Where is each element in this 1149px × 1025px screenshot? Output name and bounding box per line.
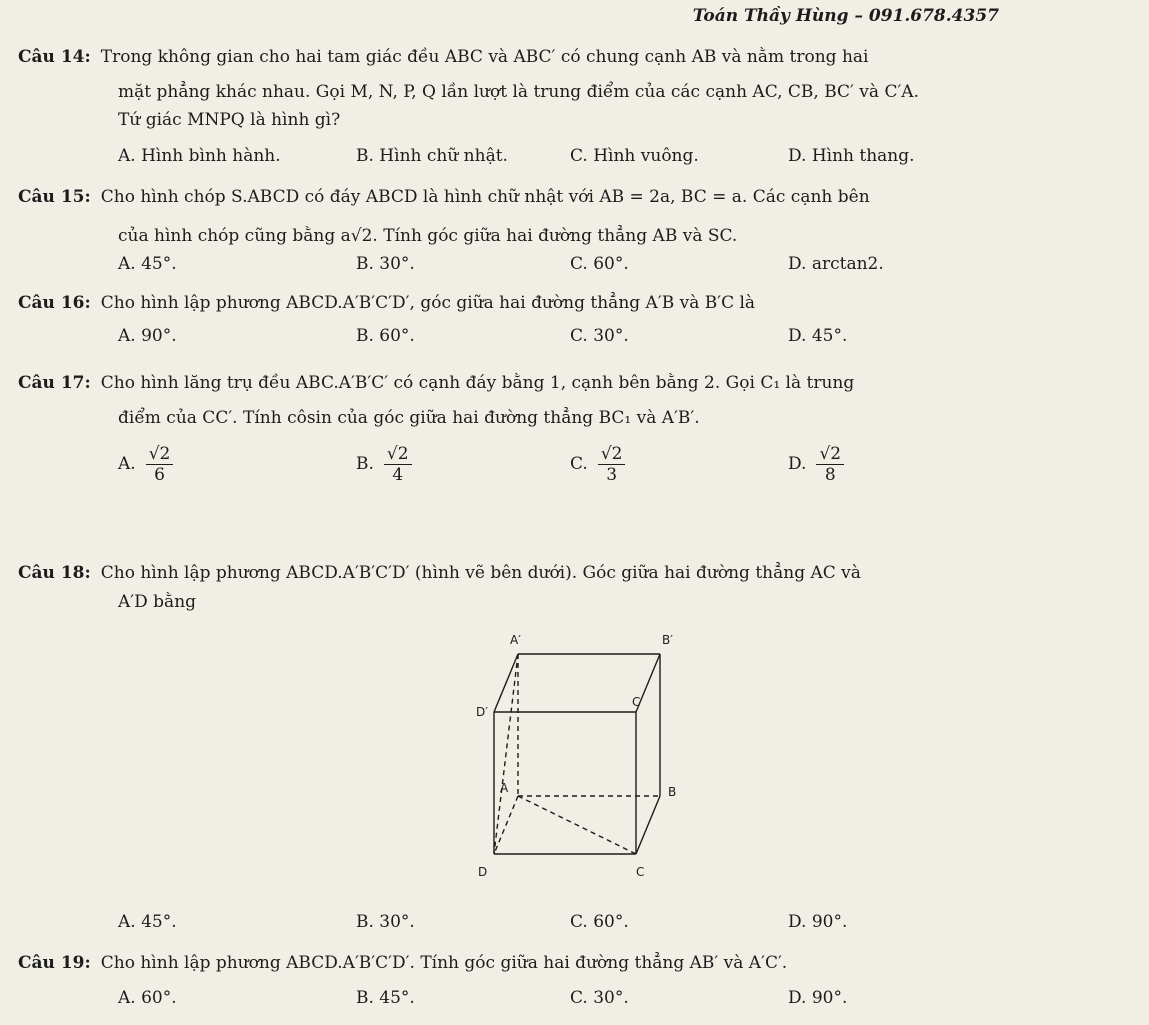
question-16 xyxy=(18,290,755,316)
numerator: √2 xyxy=(816,444,844,465)
option-c[interactable]: C. 30°. xyxy=(570,988,629,1008)
question-number: Câu 14: xyxy=(18,47,91,67)
question-19 xyxy=(18,950,787,976)
question-17 xyxy=(18,370,854,396)
option-c[interactable] xyxy=(570,444,625,485)
question-number: Câu 18: xyxy=(18,563,91,583)
question-text: của hình chóp cũng bằng a√2. Tính góc giữa hai đường thẳng AB và SC. xyxy=(118,226,738,246)
option-a[interactable] xyxy=(118,444,173,485)
vertex-label: C xyxy=(636,865,645,879)
option-c[interactable]: C. Hình vuông. xyxy=(570,146,699,166)
vertex-label: B′ xyxy=(662,633,673,647)
denominator: 8 xyxy=(824,465,836,485)
question-text: Tứ giác MNPQ là hình gì? xyxy=(118,110,341,130)
option-b[interactable]: B. 30°. xyxy=(356,254,415,274)
question-text: điểm của CC′. Tính côsin của góc giữa hai đường thẳng BC₁ và A′B′. xyxy=(118,408,700,428)
question-text: Cho hình lập phương ABCD.A′B′C′D′. Tính góc giữa hai đường thẳng AB′ và A′C′. xyxy=(100,953,788,973)
cube-figure xyxy=(440,620,690,890)
option-d[interactable]: D. 45°. xyxy=(788,326,848,346)
option-b[interactable] xyxy=(356,444,412,485)
question-14 xyxy=(18,44,868,70)
option-a[interactable]: A. 45°. xyxy=(118,254,177,274)
fraction xyxy=(816,444,844,485)
question-number: Câu 17: xyxy=(18,373,91,393)
option-b[interactable]: B. Hình chữ nhật. xyxy=(356,146,508,166)
option-label: C. xyxy=(570,454,588,474)
option-a[interactable]: A. 90°. xyxy=(118,326,177,346)
option-c[interactable]: C. 30°. xyxy=(570,326,629,346)
question-text: mặt phẳng khác nhau. Gọi M, N, P, Q lần lượt là trung điểm của các cạnh AC, CB, BC′ và C′A. xyxy=(118,82,919,102)
fraction xyxy=(384,444,412,485)
denominator: 4 xyxy=(392,465,404,485)
question-text: Cho hình lăng trụ đều ABC.A′B′C′ có cạnh đáy bằng 1, cạnh bên bằng 2. Gọi C₁ là trung xyxy=(100,373,855,393)
numerator: √2 xyxy=(146,444,174,465)
option-d[interactable] xyxy=(788,444,844,485)
question-18 xyxy=(18,560,861,586)
option-d[interactable]: D. 90°. xyxy=(788,912,848,932)
question-text: Trong không gian cho hai tam giác đều ABC và ABC′ có chung cạnh AB và nằm trong hai xyxy=(100,47,869,67)
option-a[interactable]: A. Hình bình hành. xyxy=(118,146,281,166)
vertex-label: A xyxy=(500,781,509,795)
question-number: Câu 19: xyxy=(18,953,91,973)
fraction xyxy=(598,444,626,485)
numerator: √2 xyxy=(598,444,626,465)
question-text: Cho hình lập phương ABCD.A′B′C′D′ (hình vẽ bên dưới). Góc giữa hai đường thẳng AC và xyxy=(100,563,861,583)
question-text: Cho hình chóp S.ABCD có đáy ABCD là hình chữ nhật với AB = 2a, BC = a. Các cạnh bên xyxy=(100,187,870,207)
option-c[interactable]: C. 60°. xyxy=(570,254,629,274)
option-label: B. xyxy=(356,454,374,474)
vertex-label: D xyxy=(478,865,488,879)
question-text: Cho hình lập phương ABCD.A′B′C′D′, góc giữa hai đường thẳng A′B và B′C là xyxy=(100,293,756,313)
option-d[interactable]: D. 90°. xyxy=(788,988,848,1008)
option-b[interactable]: B. 30°. xyxy=(356,912,415,932)
option-a[interactable]: A. 60°. xyxy=(118,988,177,1008)
numerator: √2 xyxy=(384,444,412,465)
page-header: Toán Thầy Hùng – 091.678.4357 xyxy=(692,6,999,26)
question-text: A′D bằng xyxy=(118,592,197,612)
vertex-label: A′ xyxy=(510,633,521,647)
vertex-label: C′ xyxy=(632,695,644,709)
option-a[interactable]: A. 45°. xyxy=(118,912,177,932)
question-number: Câu 15: xyxy=(18,187,91,207)
option-label: A. xyxy=(118,454,136,474)
fraction xyxy=(146,444,174,485)
option-b[interactable]: B. 60°. xyxy=(356,326,415,346)
vertex-label: B xyxy=(668,785,677,799)
option-d[interactable]: D. arctan2. xyxy=(788,254,884,274)
vertex-label: D′ xyxy=(476,705,488,719)
denominator: 6 xyxy=(154,465,165,485)
option-label: D. xyxy=(788,454,807,474)
option-d[interactable]: D. Hình thang. xyxy=(788,146,915,166)
denominator: 3 xyxy=(606,465,618,485)
question-number: Câu 16: xyxy=(18,293,91,313)
option-b[interactable]: B. 45°. xyxy=(356,988,415,1008)
question-15 xyxy=(18,184,870,210)
option-c[interactable]: C. 60°. xyxy=(570,912,629,932)
